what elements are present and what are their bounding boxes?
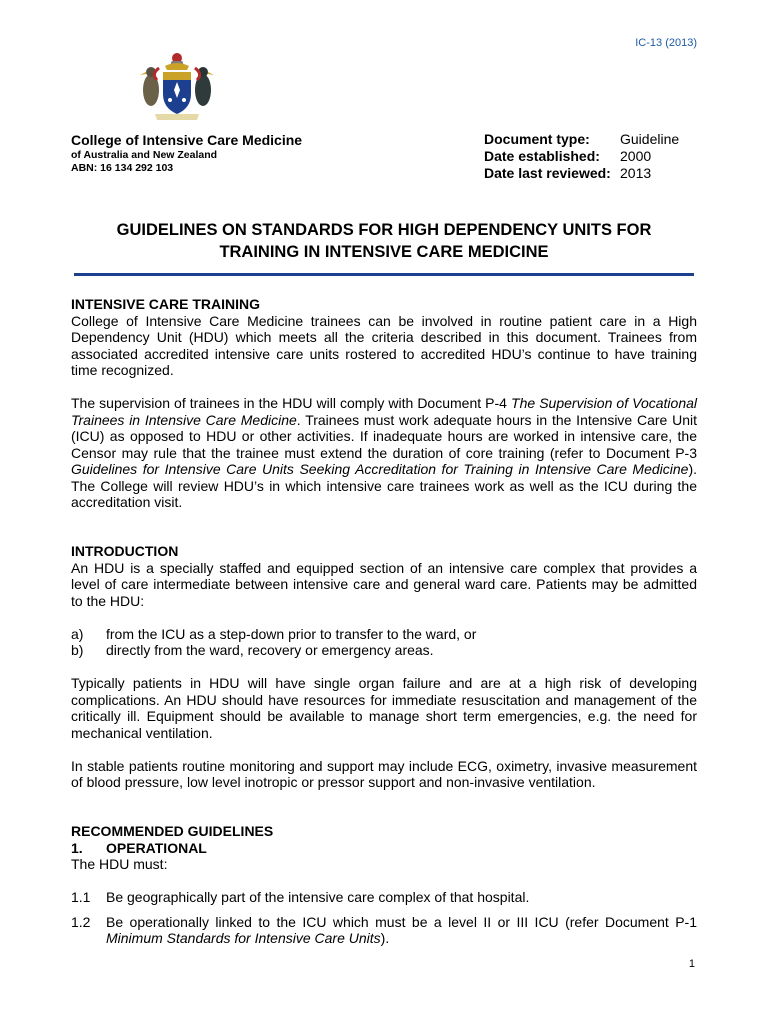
document-title-reference: The Supervision of Vocational Trainees in Intensive Care Medicine bbox=[71, 395, 698, 428]
numbered-item bbox=[71, 889, 697, 906]
college-crest-logo bbox=[137, 50, 217, 122]
item-text bbox=[106, 914, 697, 947]
paragraph: Typically patients in HDU will have single organ failure and are at a high risk of developing complications. An HDU should have resources for immediate resuscitation and management of the critically ill. Equipment should be available to manage short term emergencies, e.g. the need for mechanical ventilation. bbox=[71, 675, 697, 741]
organisation-block bbox=[71, 132, 302, 175]
text-run: The supervision of trainees in the HDU will comply with Document P-4 bbox=[71, 395, 512, 411]
meta-value: Guideline bbox=[620, 131, 680, 147]
meta-row-reviewed bbox=[484, 165, 679, 182]
section-heading-guidelines: RECOMMENDED GUIDELINES bbox=[71, 823, 274, 839]
item-text: Be geographically part of the intensive care complex of that hospital. bbox=[106, 889, 530, 905]
document-title bbox=[71, 219, 697, 263]
document-body bbox=[71, 296, 697, 947]
item-number: 1.1 bbox=[71, 889, 91, 905]
meta-value: 2013 bbox=[620, 165, 652, 181]
list-marker: a) bbox=[71, 625, 84, 642]
paragraph: An HDU is a specially staffed and equipped section of an intensive care complex that provides a level of care intermediate between intensive care and general ward care. Patients may be admitted to the HDU: bbox=[71, 559, 697, 609]
numbered-item bbox=[71, 914, 697, 947]
spacer bbox=[71, 807, 697, 823]
meta-key: Date established: bbox=[484, 148, 600, 164]
subsection-heading-operational bbox=[71, 840, 697, 857]
admission-list bbox=[71, 626, 697, 659]
text-run: . Trainees must work adequate hours in the Intensive Care Unit (ICU) as opposed to HDU or other activities. If inadequate hours are worked in intensive care, the Censor may rule that the trainee must extend the duration of core training (refer to Document P-3 bbox=[71, 411, 697, 461]
paragraph: The HDU must: bbox=[71, 856, 168, 872]
page-number: 1 bbox=[688, 958, 695, 970]
list-text: directly from the ward, recovery or emergency areas. bbox=[106, 642, 434, 658]
list-item bbox=[71, 642, 697, 659]
text-run: ). The College will review HDU’s in which intensive care trainees work as well as the ICU during the accreditation visit. bbox=[71, 461, 697, 510]
meta-row-type bbox=[484, 131, 679, 148]
list-text: from the ICU as a step-down prior to transfer to the ward, or bbox=[106, 625, 477, 642]
list-item bbox=[71, 626, 697, 643]
section-heading-training: INTENSIVE CARE TRAINING bbox=[71, 296, 261, 312]
spacer bbox=[71, 527, 697, 543]
item-number: 1.2 bbox=[71, 913, 91, 930]
meta-key: Date last reviewed: bbox=[484, 165, 611, 181]
section-heading-introduction: INTRODUCTION bbox=[71, 543, 179, 559]
document-metadata bbox=[484, 131, 679, 182]
meta-row-established bbox=[484, 148, 679, 165]
document-title-reference: Guidelines for Intensive Care Units Seeking Accreditation for Training in Intensive Care Medicine bbox=[71, 461, 689, 477]
meta-value: 2000 bbox=[620, 148, 652, 164]
paragraph: College of Intensive Care Medicine trainees can be involved in routine patient care in a High Dependency Unit (HDU) which meets all the criteria described in this document. Trainees from associated accredited intensive care units rostered to accredited HDU’s continue to have training time recognized. bbox=[71, 312, 697, 378]
subsection-number: 1. bbox=[71, 839, 83, 856]
list-marker: b) bbox=[71, 642, 84, 658]
text-run: Be operationally linked to the ICU which must be a level II or III ICU (refer Document P-1 bbox=[106, 913, 697, 930]
title-line-1: GUIDELINES ON STANDARDS FOR HIGH DEPENDENCY UNITS FOR bbox=[116, 221, 652, 239]
document-reference: IC-13 (2013) bbox=[635, 37, 697, 49]
organisation-subtitle: of Australia and New Zealand bbox=[71, 149, 218, 161]
title-divider bbox=[74, 273, 694, 276]
paragraph: In stable patients routine monitoring and support may include ECG, oximetry, invasive measurement of blood pressure, low level inotropic or pressor support and non-invasive ventilation. bbox=[71, 757, 697, 790]
subsection-title: OPERATIONAL bbox=[106, 839, 207, 856]
document-title-reference: Minimum Standards for Intensive Care Units bbox=[106, 930, 381, 946]
organisation-name: College of Intensive Care Medicine bbox=[71, 132, 303, 148]
organisation-abn: ABN: 16 134 292 103 bbox=[71, 162, 174, 174]
paragraph-supervision bbox=[71, 395, 697, 511]
meta-key: Document type: bbox=[484, 131, 590, 147]
text-run: ). bbox=[380, 930, 390, 946]
title-line-2: TRAINING IN INTENSIVE CARE MEDICINE bbox=[219, 243, 549, 261]
